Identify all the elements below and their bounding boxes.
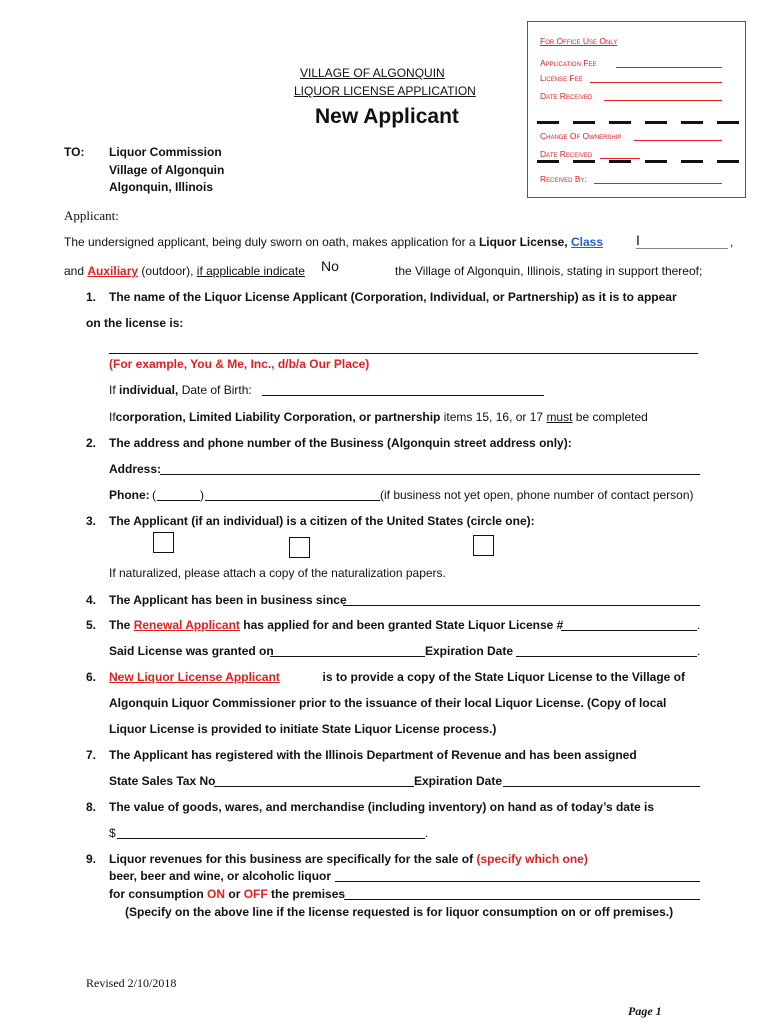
address-field[interactable] (160, 463, 700, 475)
dob-bold: individual, (119, 383, 179, 397)
class-comma: , (730, 235, 734, 249)
beer-label: beer, beer and wine, or alcoholic liquor (109, 869, 332, 883)
license-fee-label: License Fee (540, 73, 583, 83)
item-6-line-3: Liquor License is provided to initiate State Liquor License process.) (109, 722, 497, 736)
address-label: Address: (109, 462, 162, 476)
item-9-note: (Specify on the above line if the license requested is for liquor consumption on or off premises.) (125, 905, 674, 919)
citizen-checkbox-2[interactable] (289, 537, 310, 558)
phone-label: Phone: (109, 488, 150, 502)
license-name-field[interactable] (109, 342, 698, 354)
business-since-field[interactable] (343, 594, 700, 606)
tax-expiration-label: Expiration Date (414, 774, 503, 788)
item-7-number: 7. (86, 748, 97, 762)
corp-pre: If (109, 410, 116, 424)
intro-text-2: the Village of Algonquin, Illinois, stating in support thereof; (395, 264, 703, 278)
date-received-2-field[interactable] (600, 158, 640, 159)
revised-date: Revised 2/10/2018 (86, 976, 177, 990)
phone-number-field[interactable] (205, 489, 380, 501)
item-1-number: 1. (86, 290, 97, 304)
item-5-number: 5. (86, 618, 97, 632)
date-received-2-label: Date Received (540, 149, 593, 159)
dashed-divider-2 (537, 160, 743, 163)
dob-label: Date of Birth: (181, 383, 252, 397)
phone-area-code-field[interactable] (157, 489, 200, 501)
auxiliary-value: No (321, 258, 339, 274)
item-8-period: . (425, 826, 429, 840)
item-4-number: 4. (86, 593, 97, 607)
outdoor-text: (outdoor), (141, 264, 194, 278)
and-text: and (64, 264, 85, 278)
phone-paren-close: ) (200, 488, 204, 502)
page-number: Page 1 (628, 1004, 662, 1018)
liquor-license-text: Liquor License, (478, 235, 568, 249)
item-9-text: Liquor revenues for this business are specifically for the sale of (109, 852, 474, 866)
item-2-number: 2. (86, 436, 97, 450)
renewal-applicant-link[interactable]: Renewal Applicant (133, 618, 240, 632)
tax-label: State Sales Tax No (109, 774, 216, 788)
class-link[interactable]: Class (570, 235, 603, 249)
specify-text: (specify which one) (476, 852, 588, 866)
intro-line-2 (64, 264, 305, 278)
premises-field[interactable] (344, 888, 700, 900)
village-heading: VILLAGE OF ALGONQUIN (300, 66, 445, 80)
new-applicant-link[interactable]: New Liquor License Applicant (109, 670, 280, 684)
premises-text: the premises (271, 887, 346, 901)
granted-label: Said License was granted on (109, 644, 274, 658)
dollar-sign: $ (109, 826, 116, 840)
item-6-text: is to provide a copy of the State Liquor License to the Village of (322, 670, 685, 684)
intro-line-1 (64, 235, 603, 249)
item-5-period-2: . (697, 644, 701, 658)
off-text: OFF (243, 887, 268, 901)
goods-value-field[interactable] (117, 827, 425, 839)
item-5-text: has applied for and been granted State Liquor License # (243, 618, 564, 632)
phone-paren-open: ( (152, 488, 156, 502)
date-received-field[interactable] (604, 100, 722, 101)
application-heading: LIQUOR LICENSE APPLICATION (294, 84, 476, 98)
tax-number-field[interactable] (214, 775, 414, 787)
dob-pre: If (109, 383, 116, 397)
if-applicable-text: if applicable indicate (196, 264, 305, 278)
corp-row (109, 410, 648, 424)
or-text: or (228, 887, 241, 901)
item-1-text-2: on the license is: (86, 316, 184, 330)
tax-expiration-field[interactable] (503, 775, 700, 787)
item-1-text: The name of the Liquor License Applicant (Corporation, Individual, or Partnership) as it is to appear (109, 290, 677, 304)
corp-mid: items 15, 16, or 17 (443, 410, 544, 424)
item-5-row (109, 618, 563, 632)
consumption-text: for consumption (109, 887, 204, 901)
item-6-line-2: Algonquin Liquor Commissioner prior to the issuance of their local Liquor License. (Copy of local (109, 696, 667, 710)
license-fee-field[interactable] (590, 82, 722, 83)
item-5-period: . (697, 618, 701, 632)
item-5-the: The (109, 618, 131, 632)
citizen-checkbox-3[interactable] (473, 535, 494, 556)
received-by-field[interactable] (594, 183, 722, 184)
to-line-3: Algonquin, Illinois (109, 180, 213, 194)
dob-row (109, 383, 252, 397)
applicant-label: Applicant: (64, 208, 119, 223)
naturalized-text: If naturalized, please attach a copy of the naturalization papers. (109, 566, 446, 580)
corp-bold: corporation, Limited Liability Corporation, or partnership (115, 410, 441, 424)
intro-text: The undersigned applicant, being duly sworn on oath, makes application for a (64, 235, 476, 249)
dob-field[interactable] (262, 384, 544, 396)
phone-note: (if business not yet open, phone number of contact person) (380, 488, 694, 502)
class-value: I (636, 232, 640, 248)
auxiliary-link[interactable]: Auxiliary (87, 264, 139, 278)
office-use-box (527, 21, 746, 198)
item-6-row (109, 670, 685, 684)
auxiliary-field[interactable] (321, 258, 393, 276)
to-label: TO: (64, 145, 85, 159)
application-fee-field[interactable] (616, 67, 722, 68)
example-text: (For example, You & Me, Inc., d/b/a Our Place) (109, 357, 370, 371)
dashed-divider (537, 121, 743, 124)
to-line-2: Village of Algonquin (109, 163, 225, 177)
liquor-type-field[interactable] (335, 870, 700, 882)
item-2-text: The address and phone number of the Business (Algonquin street address only): (109, 436, 572, 450)
state-license-number-field[interactable] (561, 619, 697, 631)
office-heading: For Office Use Only (540, 36, 618, 46)
citizen-checkbox-1[interactable] (153, 532, 174, 553)
expiration-label: Expiration Date (425, 644, 514, 658)
item-3-text: The Applicant (if an individual) is a citizen of the United States (circle one): (109, 514, 535, 528)
consumption-row (109, 887, 345, 901)
item-4-text: The Applicant has been in business since (109, 593, 347, 607)
received-by-label: Received By: (540, 174, 587, 184)
item-9-row (109, 852, 588, 866)
expiration-date-field[interactable] (516, 645, 697, 657)
item-6-number: 6. (86, 670, 97, 684)
item-7-text: The Applicant has registered with the Illinois Department of Revenue and has been assigned (109, 748, 637, 762)
item-9-number: 9. (86, 852, 97, 866)
application-fee-label: Application Fee (540, 58, 597, 68)
item-3-number: 3. (86, 514, 97, 528)
corp-must: must (546, 410, 573, 424)
to-line-1: Liquor Commission (109, 145, 222, 159)
item-8-number: 8. (86, 800, 97, 814)
granted-date-field[interactable] (270, 645, 425, 657)
item-8-text: The value of goods, wares, and merchandise (including inventory) on hand as of today’s date is (109, 800, 654, 814)
corp-post: be completed (575, 410, 648, 424)
page-title: New Applicant (315, 105, 459, 128)
change-of-ownership-field[interactable] (634, 140, 722, 141)
on-text: ON (207, 887, 226, 901)
change-of-ownership-label: Change Of Ownership (540, 131, 622, 141)
date-received-label: Date Received (540, 91, 593, 101)
class-field[interactable] (636, 232, 728, 249)
